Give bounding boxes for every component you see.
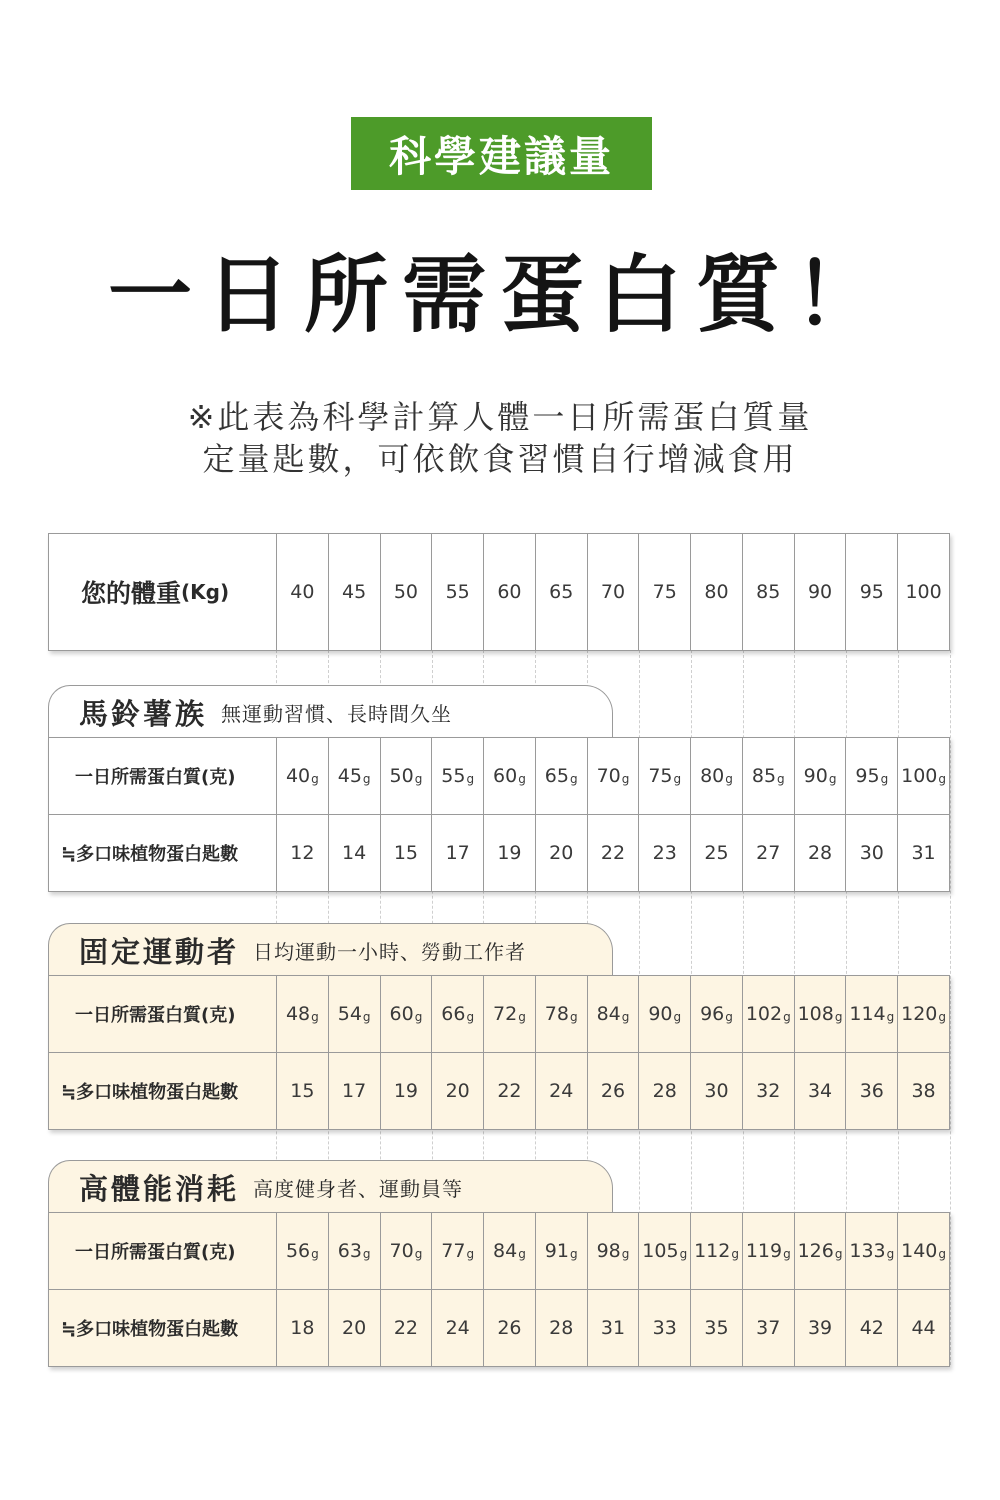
protein-cell: 98 g [587, 1213, 639, 1289]
spoon-cell: 42 [845, 1290, 897, 1366]
protein-cell: 55 g [431, 738, 483, 814]
protein-cell: 85 g [742, 738, 794, 814]
group-name: 固定運動者 [79, 935, 240, 969]
note-line-2: 定量匙數，可依飲食習慣自行增減食用 [202, 440, 798, 478]
protein-cell: 60 g [483, 738, 535, 814]
group-tab [48, 923, 613, 977]
spoon-cell: 22 [380, 1290, 432, 1366]
spoon-cell: 34 [794, 1053, 846, 1129]
weight-value-cell: 90 [794, 534, 846, 650]
protein-cell: 112 g [690, 1213, 742, 1289]
weight-value-cell: 70 [587, 534, 639, 650]
protein-cell: 91 g [535, 1213, 587, 1289]
protein-cell: 70 g [380, 1213, 432, 1289]
weight-value-cell: 55 [431, 534, 483, 650]
group-table [48, 737, 950, 892]
protein-row-label: 一日所需蛋白質(克) [49, 738, 277, 814]
group-subtitle: 日均運動一小時、勞動工作者 [253, 940, 527, 964]
spoon-row-label: ≒多口味植物蛋白匙數 [49, 1053, 277, 1129]
weight-value-cell: 75 [638, 534, 690, 650]
spoon-cell: 22 [483, 1053, 535, 1129]
weight-value-cell: 100 [897, 534, 949, 650]
spoon-cell: 15 [290, 1080, 315, 1102]
group-name: 馬鈴薯族 [79, 697, 208, 731]
protein-cell: 96 g [690, 976, 742, 1052]
protein-cell: 120 g [897, 976, 949, 1052]
protein-cell: 72 g [483, 976, 535, 1052]
spoon-cell: 24 [431, 1290, 483, 1366]
protein-row [49, 1213, 949, 1289]
spoon-cell: 20 [431, 1053, 483, 1129]
spoon-cell: 30 [845, 815, 897, 891]
spoon-cell: 31 [897, 815, 949, 891]
weight-value-cell: 80 [690, 534, 742, 650]
spoon-cell: 26 [483, 1290, 535, 1366]
spoon-cell: 35 [690, 1290, 742, 1366]
spoon-cell: 31 [587, 1290, 639, 1366]
spoon-cell: 25 [690, 815, 742, 891]
spoon-row-label: ≒多口味植物蛋白匙數 [49, 815, 277, 891]
weight-value-cell: 50 [380, 534, 432, 650]
spoon-cell: 12 [290, 842, 315, 864]
protein-cell: 77 g [431, 1213, 483, 1289]
note-text [0, 396, 1000, 480]
group-table [48, 1212, 950, 1367]
protein-cell: 75 g [638, 738, 690, 814]
group-tab [48, 1160, 613, 1214]
page-title: 一日所需蛋白質！ [107, 246, 892, 344]
protein-cell: 60 g [380, 976, 432, 1052]
protein-cell: 108 g [794, 976, 846, 1052]
weight-label-text: 您的體重 [81, 579, 182, 608]
protein-cell: 45 g [328, 738, 380, 814]
protein-cell: 90 g [794, 738, 846, 814]
spoon-cell: 22 [587, 815, 639, 891]
protein-cell: 65 g [535, 738, 587, 814]
weight-value-cell: 85 [742, 534, 794, 650]
spoon-row [49, 1052, 949, 1129]
protein-cell: 84 g [483, 1213, 535, 1289]
protein-row [49, 976, 949, 1052]
group-name: 高體能消耗 [79, 1172, 240, 1206]
weight-value-cell: 40 [290, 581, 315, 603]
spoon-cell: 18 [290, 1317, 315, 1339]
protein-cell: 48 g [285, 1003, 319, 1025]
spoon-row [49, 1289, 949, 1366]
grid-line [950, 650, 951, 1365]
protein-cell: 56 g [285, 1240, 319, 1262]
note-line-1: ※此表為科學計算人體一日所需蛋白質量 [187, 398, 813, 436]
protein-cell: 95 g [845, 738, 897, 814]
protein-cell: 102 g [742, 976, 794, 1052]
protein-cell: 126 g [794, 1213, 846, 1289]
weight-value-cell: 65 [535, 534, 587, 650]
protein-row-label: 一日所需蛋白質(克) [49, 976, 277, 1052]
protein-cell: 119 g [742, 1213, 794, 1289]
protein-cell: 105 g [638, 1213, 690, 1289]
protein-cell: 66 g [431, 976, 483, 1052]
weight-label [49, 534, 277, 650]
protein-cell: 50 g [380, 738, 432, 814]
weight-value-cell: 45 [328, 534, 380, 650]
protein-cell: 78 g [535, 976, 587, 1052]
weight-values [277, 534, 949, 650]
spoon-cell: 23 [638, 815, 690, 891]
spoon-cell: 19 [483, 815, 535, 891]
spoon-cell: 17 [431, 815, 483, 891]
weight-header-row [48, 533, 950, 651]
spoon-cell: 30 [690, 1053, 742, 1129]
spoon-cell: 27 [742, 815, 794, 891]
protein-cell: 63 g [328, 1213, 380, 1289]
spoon-cell: 20 [328, 1290, 380, 1366]
spoon-cell: 38 [897, 1053, 949, 1129]
weight-value-cell: 60 [483, 534, 535, 650]
spoon-cell: 32 [742, 1053, 794, 1129]
weight-unit-label: (Kg) [181, 580, 230, 604]
protein-row-label: 一日所需蛋白質(克) [49, 1213, 277, 1289]
protein-cell: 70 g [587, 738, 639, 814]
spoon-cell: 44 [897, 1290, 949, 1366]
spoon-cell: 28 [535, 1290, 587, 1366]
protein-cell: 80 g [690, 738, 742, 814]
protein-cell: 140 g [897, 1213, 949, 1289]
spoon-cell: 26 [587, 1053, 639, 1129]
spoon-row-label: ≒多口味植物蛋白匙數 [49, 1290, 277, 1366]
group-tab [48, 685, 613, 739]
spoon-cell: 33 [638, 1290, 690, 1366]
spoon-cell: 14 [328, 815, 380, 891]
spoon-cell: 24 [535, 1053, 587, 1129]
protein-row [49, 738, 949, 814]
spoon-cell: 17 [328, 1053, 380, 1129]
protein-cell: 90 g [638, 976, 690, 1052]
protein-cell: 133 g [845, 1213, 897, 1289]
group-table [48, 975, 950, 1130]
group-subtitle: 無運動習慣、長時間久坐 [221, 702, 453, 726]
protein-cell: 100 g [897, 738, 949, 814]
spoon-cell: 28 [638, 1053, 690, 1129]
protein-cell: 54 g [328, 976, 380, 1052]
section-badge: 科學建議量 [351, 117, 652, 190]
protein-cell: 84 g [587, 976, 639, 1052]
spoon-row [49, 814, 949, 891]
protein-cell: 114 g [845, 976, 897, 1052]
spoon-cell: 20 [535, 815, 587, 891]
spoon-cell: 28 [794, 815, 846, 891]
weight-value-cell: 95 [845, 534, 897, 650]
group-subtitle: 高度健身者、運動員等 [253, 1177, 464, 1201]
spoon-cell: 15 [380, 815, 432, 891]
spoon-cell: 19 [380, 1053, 432, 1129]
spoon-cell: 37 [742, 1290, 794, 1366]
protein-cell: 40 g [285, 765, 319, 787]
spoon-cell: 36 [845, 1053, 897, 1129]
spoon-cell: 39 [794, 1290, 846, 1366]
